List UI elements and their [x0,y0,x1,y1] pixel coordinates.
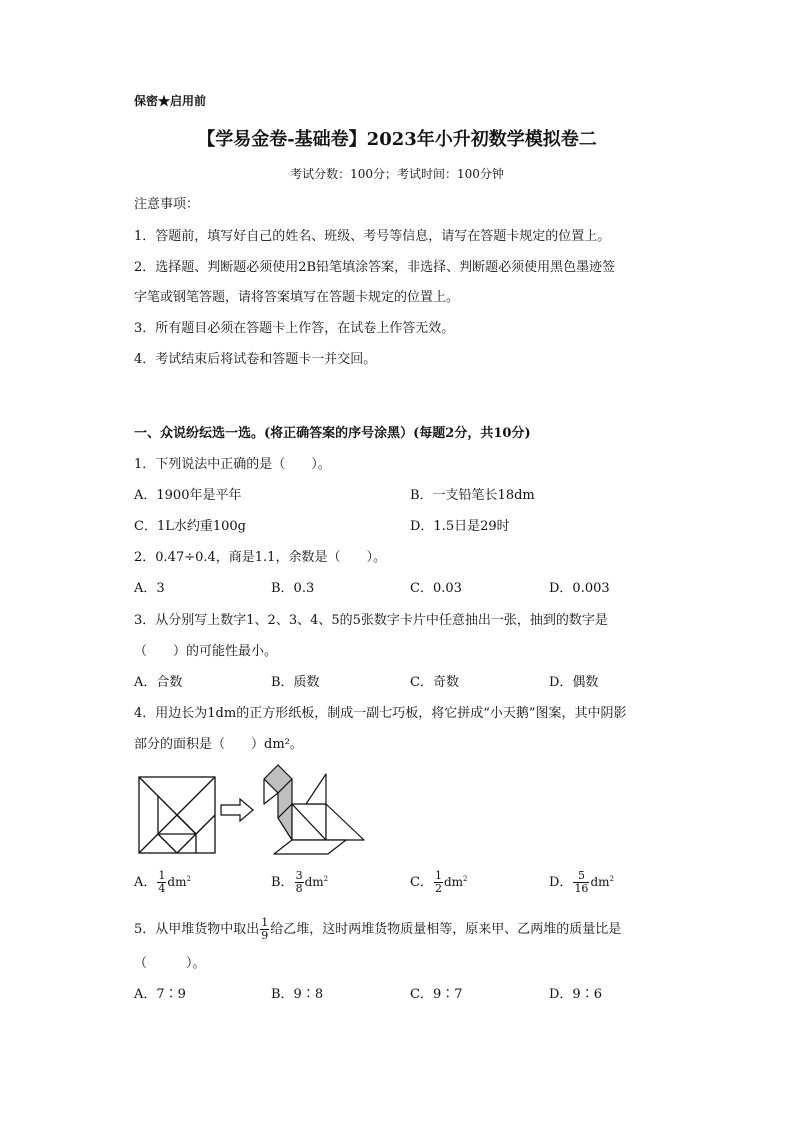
q2-option-a: A．3 [134,581,165,596]
fraction-numerator: 3 [295,869,303,882]
fraction [434,870,443,895]
q4-option-c [410,870,467,895]
section-heading: 一、众说纷纭选一选。(将正确答案的序号涂黑）(每题2分，共10分) [134,426,531,441]
q3-option-c: C．奇数 [410,675,459,690]
fraction-numerator: 1 [158,869,166,882]
note-item: 字笔或钢笔答题，请将答案填写在答题卡规定的位置上。 [134,290,460,305]
question-3-stem: 3．从分别写上数字1、2、3、4、5的5张数字卡片中任意抽出一张，抽到的数字是 [134,613,608,628]
q5-option-c: C．9∶7 [410,987,463,1002]
fraction-denominator: 16 [574,882,589,895]
fraction-numerator: 5 [573,870,589,883]
q4-option-d-label: D． [549,875,573,890]
question-5-stem [134,917,621,942]
q5-option-b: B．9∶8 [271,987,324,1002]
unit [444,875,468,889]
q4-option-b-label: B． [271,875,294,890]
q4-option-a [134,870,191,895]
question-4-stem: 4．用边长为1dm的正方形纸板，制成一副七巧板，将它拼成“小天鹅”图案，其中阴影 [134,706,627,721]
fraction-denominator: 8 [295,882,303,895]
unit-text: dm [304,875,324,889]
q5-stem-text: 5．从甲堆货物中取出 [134,922,260,937]
notes-heading: 注意事项： [134,197,200,212]
q5-option-a: A．7∶9 [134,987,186,1002]
question-2-stem: 2．0.47÷0.4，商是1.1，余数是（ ）。 [134,550,386,565]
unit [590,875,614,889]
q4-option-d [549,870,614,895]
confidential-label: 保密★启用前 [134,94,207,108]
question-1-stem: 1．下列说法中正确的是（ ）。 [134,457,331,472]
fraction-denominator: 4 [158,882,166,895]
question-3-stem-cont: （ ）的可能性最小。 [134,644,278,659]
unit-text: dm [590,875,610,889]
note-item: 4．考试结束后将试卷和答题卡一并交回。 [134,352,377,367]
swan-tangram-figure [256,764,370,856]
unit-text: dm [167,875,187,889]
q3-option-b: B．质数 [271,675,320,690]
q3-option-d: D．偶数 [549,675,599,690]
fraction-numerator: 1 [261,916,269,929]
fraction [260,917,269,942]
q1-option-c: C．1L水约重100g [134,519,246,534]
note-item: 2．选择题、判断题必须使用2B铅笔填涂答案，非选择、判断题必须使用黑色墨迹签 [134,260,616,275]
note-item: 3．所有题目必须在答题卡上作答，在试卷上作答无效。 [134,321,455,336]
question-5-stem-cont: （ ）。 [134,956,206,971]
fraction [573,870,589,895]
fraction [295,870,304,895]
fraction-numerator: 1 [434,869,442,882]
unit-exponent: 2 [323,875,329,883]
q4-option-b [271,870,328,895]
arrow-icon [220,798,254,822]
q2-option-d: D．0.003 [549,581,610,596]
q1-option-d: D．1.5日是29时 [410,519,510,534]
unit [305,875,329,889]
q4-option-a-label: A． [134,875,157,890]
exam-info: 考试分数：100分；考试时间：100分钟 [290,167,504,181]
fraction [157,870,166,895]
fraction-denominator: 9 [261,929,269,942]
unit-exponent: 2 [186,875,191,883]
question-4-stem-cont: 部分的面积是（ ）dm²。 [134,737,303,752]
q1-option-a: A．1900年是平年 [134,488,242,503]
note-item: 1．答题前，填写好自己的姓名、班级、考号等信息，请写在答题卡规定的位置上。 [134,229,611,244]
unit-text: dm [443,875,464,889]
q5-stem-text: 给乙堆，这时两堆货物质量相等，原来甲、乙两堆的质量比是 [270,922,622,937]
q2-option-b: B．0.3 [271,581,315,596]
unit [167,875,191,889]
q1-option-b: B．一支铅笔长18dm [410,488,535,503]
page-title: 【学易金卷-基础卷】2023年小升初数学模拟卷二 [197,129,597,150]
fraction-denominator: 2 [434,882,442,895]
tangram-square-figure [138,776,216,854]
unit-exponent: 2 [609,875,614,883]
unit-exponent: 2 [463,875,468,883]
q5-option-d: D．9∶6 [549,987,602,1002]
q2-option-c: C．0.03 [410,581,462,596]
q3-option-a: A．合数 [134,675,183,690]
q4-option-c-label: C． [410,875,433,890]
